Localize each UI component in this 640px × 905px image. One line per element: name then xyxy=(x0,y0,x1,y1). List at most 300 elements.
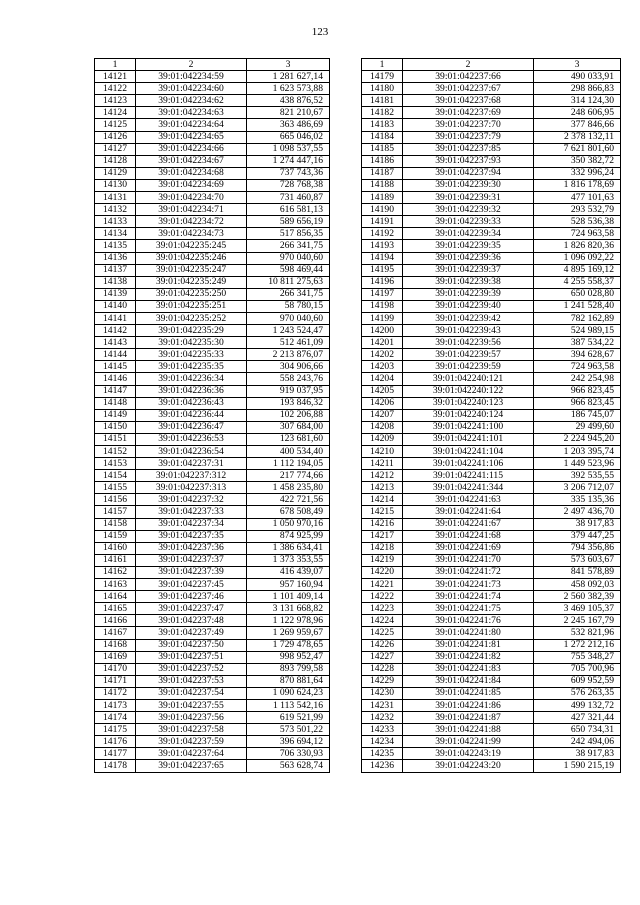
cadastral-number-cell: 39:01:042241:73 xyxy=(403,579,534,591)
table-row xyxy=(362,361,621,373)
table-row xyxy=(95,506,330,518)
value-cell: 512 461,09 xyxy=(247,337,330,349)
cadastral-number-cell: 39:01:042239:35 xyxy=(403,240,534,252)
cadastral-number-cell: 39:01:042237:56 xyxy=(136,712,247,724)
table-row xyxy=(362,288,621,300)
value-cell: 573 501,22 xyxy=(247,724,330,736)
cadastral-number-cell: 39:01:042236:34 xyxy=(136,373,247,385)
row-number-cell: 14195 xyxy=(362,264,403,276)
row-number-cell: 14202 xyxy=(362,349,403,361)
row-number-cell: 14161 xyxy=(95,554,136,566)
table-row xyxy=(95,591,330,603)
cadastral-number-cell: 39:01:042239:43 xyxy=(403,325,534,337)
row-number-cell: 14217 xyxy=(362,530,403,542)
value-cell: 782 162,89 xyxy=(534,312,621,324)
cadastral-number-cell: 39:01:042241:106 xyxy=(403,458,534,470)
cadastral-number-cell: 39:01:042234:60 xyxy=(136,83,247,95)
row-number-cell: 14230 xyxy=(362,687,403,699)
row-number-cell: 14147 xyxy=(95,385,136,397)
cadastral-number-cell: 39:01:042237:46 xyxy=(136,591,247,603)
value-cell: 377 846,66 xyxy=(534,119,621,131)
row-number-cell: 14172 xyxy=(95,687,136,699)
row-number-cell: 14148 xyxy=(95,397,136,409)
table-row xyxy=(362,542,621,554)
cadastral-number-cell: 39:01:042240:122 xyxy=(403,385,534,397)
row-number-cell: 14144 xyxy=(95,349,136,361)
row-number-cell: 14145 xyxy=(95,361,136,373)
row-number-cell: 14130 xyxy=(95,179,136,191)
row-number-cell: 14203 xyxy=(362,361,403,373)
table-row xyxy=(95,724,330,736)
table-row xyxy=(362,385,621,397)
row-number-cell: 14154 xyxy=(95,470,136,482)
cadastral-number-cell: 39:01:042240:121 xyxy=(403,373,534,385)
table-row xyxy=(95,579,330,591)
row-number-cell: 14163 xyxy=(95,579,136,591)
value-cell: 1 112 194,05 xyxy=(247,458,330,470)
row-number-cell: 14127 xyxy=(95,143,136,155)
cadastral-number-cell: 39:01:042237:34 xyxy=(136,518,247,530)
cadastral-number-cell: 39:01:042241:344 xyxy=(403,482,534,494)
value-cell: 705 700,96 xyxy=(534,663,621,675)
cadastral-number-cell: 39:01:042239:57 xyxy=(403,349,534,361)
row-number-cell: 14176 xyxy=(95,736,136,748)
row-number-cell: 14134 xyxy=(95,228,136,240)
row-number-cell: 14146 xyxy=(95,373,136,385)
cadastral-number-cell: 39:01:042237:49 xyxy=(136,627,247,639)
value-cell: 3 131 668,82 xyxy=(247,603,330,615)
table-row xyxy=(95,446,330,458)
table-row xyxy=(95,155,330,167)
cadastral-number-cell: 39:01:042237:37 xyxy=(136,554,247,566)
table-row xyxy=(95,373,330,385)
cadastral-number-cell: 39:01:042234:65 xyxy=(136,131,247,143)
value-cell: 2 378 132,11 xyxy=(534,131,621,143)
value-cell: 1 449 523,96 xyxy=(534,458,621,470)
cadastral-number-cell: 39:01:042240:123 xyxy=(403,397,534,409)
value-cell: 1 281 627,14 xyxy=(247,71,330,83)
cadastral-number-cell: 39:01:042236:43 xyxy=(136,397,247,409)
value-cell: 755 348,27 xyxy=(534,651,621,663)
value-cell: 966 823,45 xyxy=(534,397,621,409)
row-number-cell: 14138 xyxy=(95,276,136,288)
value-cell: 558 243,76 xyxy=(247,373,330,385)
row-number-cell: 14186 xyxy=(362,155,403,167)
row-number-cell: 14206 xyxy=(362,397,403,409)
value-cell: 966 823,45 xyxy=(534,385,621,397)
cadastral-number-cell: 39:01:042239:42 xyxy=(403,312,534,324)
row-number-cell: 14187 xyxy=(362,167,403,179)
cadastral-number-cell: 39:01:042241:76 xyxy=(403,615,534,627)
value-cell: 1 816 178,69 xyxy=(534,179,621,191)
row-number-cell: 14188 xyxy=(362,179,403,191)
table-row xyxy=(362,651,621,663)
value-cell: 477 101,63 xyxy=(534,192,621,204)
row-number-cell: 14174 xyxy=(95,712,136,724)
cadastral-number-cell: 39:01:042237:59 xyxy=(136,736,247,748)
table-row xyxy=(362,216,621,228)
cadastral-number-cell: 39:01:042234:72 xyxy=(136,216,247,228)
row-number-cell: 14198 xyxy=(362,300,403,312)
cadastral-number-cell: 39:01:042239:39 xyxy=(403,288,534,300)
value-cell: 7 621 801,60 xyxy=(534,143,621,155)
value-cell: 335 135,36 xyxy=(534,494,621,506)
value-cell: 957 160,94 xyxy=(247,579,330,591)
table-row xyxy=(95,349,330,361)
cadastral-number-cell: 39:01:042237:94 xyxy=(403,167,534,179)
row-number-cell: 14125 xyxy=(95,119,136,131)
value-cell: 38 917,83 xyxy=(534,748,621,760)
row-number-cell: 14182 xyxy=(362,107,403,119)
row-number-cell: 14208 xyxy=(362,421,403,433)
value-cell: 332 996,24 xyxy=(534,167,621,179)
row-number-cell: 14173 xyxy=(95,699,136,711)
cadastral-number-cell: 39:01:042235:251 xyxy=(136,300,247,312)
table-row xyxy=(362,603,621,615)
value-cell: 392 535,55 xyxy=(534,470,621,482)
value-cell: 794 356,86 xyxy=(534,542,621,554)
header-cell-1: 1 xyxy=(362,59,403,71)
value-cell: 186 745,07 xyxy=(534,409,621,421)
value-cell: 589 656,19 xyxy=(247,216,330,228)
cadastral-number-cell: 39:01:042235:249 xyxy=(136,276,247,288)
row-number-cell: 14141 xyxy=(95,312,136,324)
cadastral-number-cell: 39:01:042237:54 xyxy=(136,687,247,699)
cadastral-number-cell: 39:01:042236:44 xyxy=(136,409,247,421)
value-cell: 2 213 876,07 xyxy=(247,349,330,361)
table-header-row xyxy=(95,59,330,71)
row-number-cell: 14236 xyxy=(362,760,403,772)
row-number-cell: 14181 xyxy=(362,95,403,107)
value-cell: 678 508,49 xyxy=(247,506,330,518)
value-cell: 2 245 167,79 xyxy=(534,615,621,627)
cadastral-number-cell: 39:01:042241:84 xyxy=(403,675,534,687)
table-row xyxy=(95,603,330,615)
table-row xyxy=(95,482,330,494)
value-cell: 123 681,60 xyxy=(247,433,330,445)
row-number-cell: 14132 xyxy=(95,204,136,216)
cadastral-number-cell: 39:01:042234:59 xyxy=(136,71,247,83)
value-cell: 242 494,06 xyxy=(534,736,621,748)
table-row xyxy=(362,458,621,470)
cadastral-number-cell: 39:01:042237:50 xyxy=(136,639,247,651)
table-row xyxy=(362,143,621,155)
table-row xyxy=(362,675,621,687)
cadastral-number-cell: 39:01:042237:58 xyxy=(136,724,247,736)
table-row xyxy=(362,95,621,107)
table-row xyxy=(95,748,330,760)
cadastral-number-cell: 39:01:042241:85 xyxy=(403,687,534,699)
value-cell: 1 386 634,41 xyxy=(247,542,330,554)
table-row xyxy=(362,433,621,445)
table-row xyxy=(362,724,621,736)
cadastral-number-cell: 39:01:042234:63 xyxy=(136,107,247,119)
table-row xyxy=(95,566,330,578)
cadastral-number-cell: 39:01:042237:85 xyxy=(403,143,534,155)
cadastral-number-cell: 39:01:042241:100 xyxy=(403,421,534,433)
table-row xyxy=(95,554,330,566)
table-row xyxy=(362,421,621,433)
table-row xyxy=(95,325,330,337)
table-row xyxy=(95,252,330,264)
value-cell: 874 925,99 xyxy=(247,530,330,542)
cadastral-number-cell: 39:01:042241:69 xyxy=(403,542,534,554)
table-row xyxy=(95,119,330,131)
value-cell: 38 917,83 xyxy=(534,518,621,530)
cadastral-number-cell: 39:01:042235:35 xyxy=(136,361,247,373)
cadastral-number-cell: 39:01:042241:81 xyxy=(403,639,534,651)
table-row xyxy=(362,518,621,530)
row-number-cell: 14212 xyxy=(362,470,403,482)
cadastral-number-cell: 39:01:042241:104 xyxy=(403,446,534,458)
row-number-cell: 14224 xyxy=(362,615,403,627)
value-cell: 394 628,67 xyxy=(534,349,621,361)
table-row xyxy=(362,228,621,240)
cadastral-number-cell: 39:01:042236:36 xyxy=(136,385,247,397)
row-number-cell: 14215 xyxy=(362,506,403,518)
row-number-cell: 14199 xyxy=(362,312,403,324)
table-row xyxy=(362,470,621,482)
cadastral-number-cell: 39:01:042241:64 xyxy=(403,506,534,518)
cadastral-number-cell: 39:01:042237:47 xyxy=(136,603,247,615)
table-row xyxy=(362,712,621,724)
value-cell: 724 963,58 xyxy=(534,228,621,240)
value-cell: 242 254,98 xyxy=(534,373,621,385)
value-cell: 396 694,12 xyxy=(247,736,330,748)
cadastral-number-cell: 39:01:042235:33 xyxy=(136,349,247,361)
value-cell: 524 989,15 xyxy=(534,325,621,337)
cadastral-number-cell: 39:01:042234:70 xyxy=(136,192,247,204)
cadastral-number-cell: 39:01:042237:67 xyxy=(403,83,534,95)
cadastral-number-cell: 39:01:042241:68 xyxy=(403,530,534,542)
cadastral-number-cell: 39:01:042234:66 xyxy=(136,143,247,155)
row-number-cell: 14150 xyxy=(95,421,136,433)
cadastral-number-cell: 39:01:042235:30 xyxy=(136,337,247,349)
row-number-cell: 14167 xyxy=(95,627,136,639)
page-number: 123 xyxy=(311,26,329,38)
table-row xyxy=(362,131,621,143)
cadastral-number-cell: 39:01:042241:88 xyxy=(403,724,534,736)
row-number-cell: 14228 xyxy=(362,663,403,675)
value-cell: 1 272 212,16 xyxy=(534,639,621,651)
cadastral-number-cell: 39:01:042237:36 xyxy=(136,542,247,554)
row-number-cell: 14126 xyxy=(95,131,136,143)
row-number-cell: 14164 xyxy=(95,591,136,603)
row-number-cell: 14139 xyxy=(95,288,136,300)
table-row xyxy=(95,494,330,506)
header-cell-1: 1 xyxy=(95,59,136,71)
value-cell: 10 811 275,63 xyxy=(247,276,330,288)
value-cell: 870 881,64 xyxy=(247,675,330,687)
table-row xyxy=(362,337,621,349)
value-cell: 1 243 524,47 xyxy=(247,325,330,337)
table-row xyxy=(362,446,621,458)
table-row xyxy=(362,155,621,167)
cadastral-number-cell: 39:01:042237:52 xyxy=(136,663,247,675)
value-cell: 1 458 235,80 xyxy=(247,482,330,494)
cadastral-number-cell: 39:01:042243:20 xyxy=(403,760,534,772)
row-number-cell: 14197 xyxy=(362,288,403,300)
value-cell: 1 269 959,67 xyxy=(247,627,330,639)
value-cell: 728 768,38 xyxy=(247,179,330,191)
cadastral-number-cell: 39:01:042237:93 xyxy=(403,155,534,167)
value-cell: 650 028,80 xyxy=(534,288,621,300)
value-cell: 841 578,89 xyxy=(534,566,621,578)
row-number-cell: 14205 xyxy=(362,385,403,397)
table-row xyxy=(95,518,330,530)
row-number-cell: 14140 xyxy=(95,300,136,312)
cadastral-number-cell: 39:01:042237:70 xyxy=(403,119,534,131)
cadastral-number-cell: 39:01:042237:79 xyxy=(403,131,534,143)
cadastral-number-cell: 39:01:042241:115 xyxy=(403,470,534,482)
row-number-cell: 14226 xyxy=(362,639,403,651)
cadastral-number-cell: 39:01:042239:56 xyxy=(403,337,534,349)
row-number-cell: 14233 xyxy=(362,724,403,736)
value-cell: 893 799,58 xyxy=(247,663,330,675)
value-cell: 1 090 624,23 xyxy=(247,687,330,699)
table-row xyxy=(362,119,621,131)
value-cell: 528 536,38 xyxy=(534,216,621,228)
value-cell: 422 721,56 xyxy=(247,494,330,506)
value-cell: 1 122 978,96 xyxy=(247,615,330,627)
cadastral-number-cell: 39:01:042241:67 xyxy=(403,518,534,530)
table-row xyxy=(95,470,330,482)
table-row xyxy=(362,494,621,506)
value-cell: 248 606,95 xyxy=(534,107,621,119)
cadastral-number-cell: 39:01:042241:86 xyxy=(403,699,534,711)
table-row xyxy=(95,361,330,373)
table-row xyxy=(95,312,330,324)
table-row xyxy=(362,760,621,772)
row-number-cell: 14219 xyxy=(362,554,403,566)
cadastral-number-cell: 39:01:042236:47 xyxy=(136,421,247,433)
table-row xyxy=(362,83,621,95)
cadastral-number-cell: 39:01:042234:73 xyxy=(136,228,247,240)
cadastral-number-cell: 39:01:042235:247 xyxy=(136,264,247,276)
table-row xyxy=(95,385,330,397)
row-number-cell: 14179 xyxy=(362,71,403,83)
value-cell: 650 734,31 xyxy=(534,724,621,736)
header-cell-2: 2 xyxy=(136,59,247,71)
table-row xyxy=(362,252,621,264)
table-row xyxy=(95,663,330,675)
row-number-cell: 14196 xyxy=(362,276,403,288)
table-row xyxy=(362,554,621,566)
cadastral-number-cell: 39:01:042236:53 xyxy=(136,433,247,445)
table-row xyxy=(95,83,330,95)
row-number-cell: 14160 xyxy=(95,542,136,554)
table-row xyxy=(95,71,330,83)
cadastral-number-cell: 39:01:042241:99 xyxy=(403,736,534,748)
cadastral-table-left xyxy=(94,58,330,773)
cadastral-number-cell: 39:01:042234:62 xyxy=(136,95,247,107)
value-cell: 609 952,59 xyxy=(534,675,621,687)
value-cell: 363 486,69 xyxy=(247,119,330,131)
row-number-cell: 14180 xyxy=(362,83,403,95)
row-number-cell: 14190 xyxy=(362,204,403,216)
row-number-cell: 14158 xyxy=(95,518,136,530)
value-cell: 665 046,02 xyxy=(247,131,330,143)
table-row xyxy=(362,699,621,711)
table-row xyxy=(362,591,621,603)
cadastral-number-cell: 39:01:042237:66 xyxy=(403,71,534,83)
value-cell: 1 590 215,19 xyxy=(534,760,621,772)
cadastral-number-cell: 39:01:042237:33 xyxy=(136,506,247,518)
row-number-cell: 14189 xyxy=(362,192,403,204)
row-number-cell: 14193 xyxy=(362,240,403,252)
value-cell: 619 521,99 xyxy=(247,712,330,724)
table-row xyxy=(95,433,330,445)
table-row xyxy=(362,748,621,760)
cadastral-number-cell: 39:01:042239:30 xyxy=(403,179,534,191)
header-cell-3: 3 xyxy=(534,59,621,71)
value-cell: 2 560 382,39 xyxy=(534,591,621,603)
cadastral-number-cell: 39:01:042240:124 xyxy=(403,409,534,421)
table-row xyxy=(362,204,621,216)
table-header-row xyxy=(362,59,621,71)
row-number-cell: 14151 xyxy=(95,433,136,445)
cadastral-number-cell: 39:01:042241:72 xyxy=(403,566,534,578)
cadastral-number-cell: 39:01:042236:54 xyxy=(136,446,247,458)
cadastral-number-cell: 39:01:042235:252 xyxy=(136,312,247,324)
row-number-cell: 14137 xyxy=(95,264,136,276)
row-number-cell: 14142 xyxy=(95,325,136,337)
header-cell-2: 2 xyxy=(403,59,534,71)
table-row xyxy=(362,530,621,542)
table-row xyxy=(95,300,330,312)
row-number-cell: 14223 xyxy=(362,603,403,615)
row-number-cell: 14166 xyxy=(95,615,136,627)
value-cell: 821 210,67 xyxy=(247,107,330,119)
cadastral-number-cell: 39:01:042241:80 xyxy=(403,627,534,639)
value-cell: 616 581,13 xyxy=(247,204,330,216)
row-number-cell: 14191 xyxy=(362,216,403,228)
value-cell: 724 963,58 xyxy=(534,361,621,373)
table-row xyxy=(95,95,330,107)
row-number-cell: 14143 xyxy=(95,337,136,349)
cadastral-number-cell: 39:01:042237:64 xyxy=(136,748,247,760)
value-cell: 1 826 820,36 xyxy=(534,240,621,252)
table-row xyxy=(362,349,621,361)
value-cell: 3 206 712,07 xyxy=(534,482,621,494)
table-row xyxy=(95,397,330,409)
value-cell: 1 373 353,55 xyxy=(247,554,330,566)
table-row xyxy=(362,312,621,324)
value-cell: 1 274 447,16 xyxy=(247,155,330,167)
table-row xyxy=(95,228,330,240)
table-row xyxy=(362,240,621,252)
value-cell: 598 469,44 xyxy=(247,264,330,276)
cadastral-number-cell: 39:01:042237:45 xyxy=(136,579,247,591)
cadastral-number-cell: 39:01:042235:29 xyxy=(136,325,247,337)
table-row xyxy=(95,204,330,216)
cadastral-number-cell: 39:01:042237:35 xyxy=(136,530,247,542)
cadastral-number-cell: 39:01:042237:65 xyxy=(136,760,247,772)
value-cell: 919 037,95 xyxy=(247,385,330,397)
table-row xyxy=(362,627,621,639)
header-cell-3: 3 xyxy=(247,59,330,71)
row-number-cell: 14152 xyxy=(95,446,136,458)
table-row xyxy=(362,663,621,675)
cadastral-number-cell: 39:01:042235:250 xyxy=(136,288,247,300)
row-number-cell: 14229 xyxy=(362,675,403,687)
row-number-cell: 14210 xyxy=(362,446,403,458)
cadastral-number-cell: 39:01:042234:71 xyxy=(136,204,247,216)
value-cell: 998 952,47 xyxy=(247,651,330,663)
row-number-cell: 14183 xyxy=(362,119,403,131)
row-number-cell: 14207 xyxy=(362,409,403,421)
value-cell: 304 906,66 xyxy=(247,361,330,373)
